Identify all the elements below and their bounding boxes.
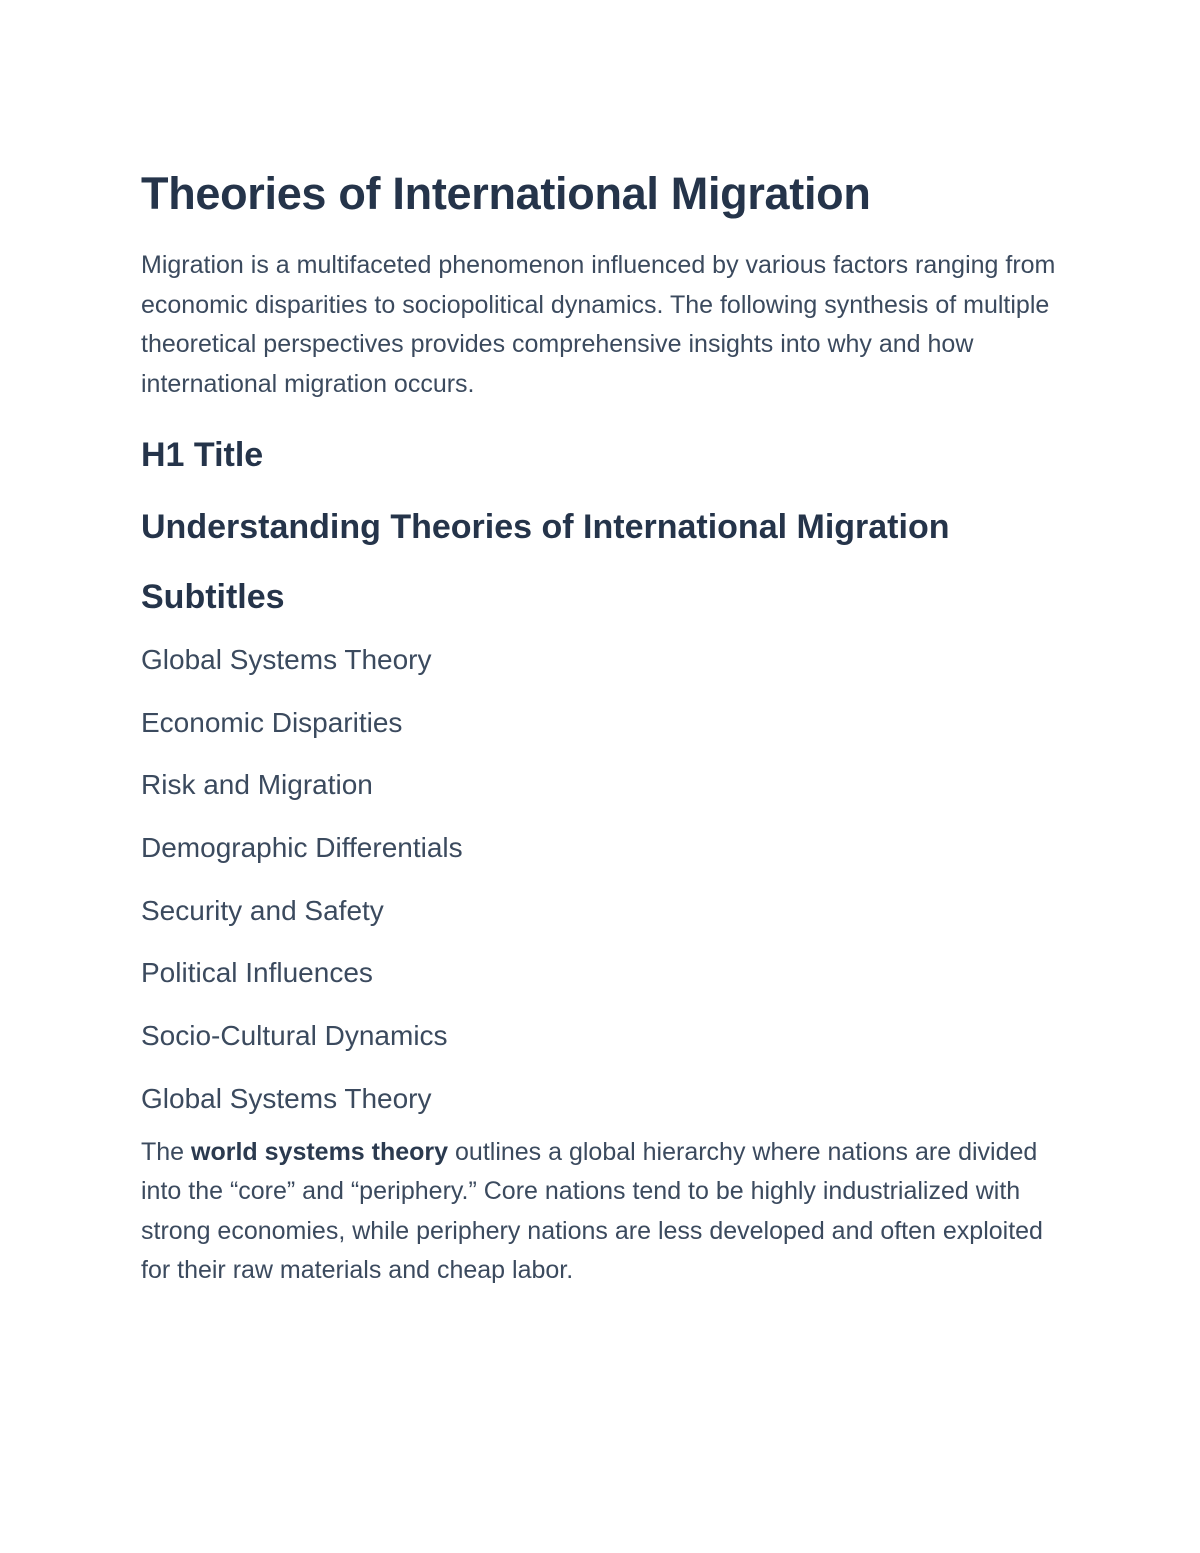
subtitle-item: Global Systems Theory <box>141 644 432 675</box>
subtitle-item: Political Influences <box>141 957 373 989</box>
subtitle-item: Global Systems Theory <box>141 1082 432 1114</box>
bold-term: world systems theory <box>191 1137 449 1166</box>
document-title: Theories of International Migration <box>141 168 871 219</box>
body-prefix: The <box>141 1137 192 1166</box>
subtitle-item: Socio-Cultural Dynamics <box>141 1020 448 1052</box>
subtitle-item: Risk and Migration <box>141 769 373 801</box>
body-paragraph <box>141 1133 1061 1291</box>
document-page <box>141 160 1061 1291</box>
subtitle-item: Economic Disparities <box>141 706 403 738</box>
main-heading: Understanding Theories of International Migration <box>141 508 950 546</box>
intro-paragraph: Migration is a multifaceted phenomenon influenced by various factors ranging from economic disparities to sociopolitical dynamics. The following synthesis of multiple theoretical perspectives provides comprehensive insights into why and how international migration occurs. <box>141 251 1056 398</box>
subtitle-list <box>141 640 1061 1119</box>
subtitle-item: Demographic Differentials <box>141 832 463 864</box>
subtitles-label: Subtitles <box>141 578 285 616</box>
body-text: outlines a global hierarchy where nations are divided into the “core” and “periphery.” Core nations tend to be highly industrialized with strong economies, while periphery nations are less developed and often exploited for their raw materials and cheap labor. <box>141 1137 1043 1285</box>
subtitle-item: Security and Safety <box>141 894 384 926</box>
h1-title-label: H1 Title <box>141 436 264 474</box>
